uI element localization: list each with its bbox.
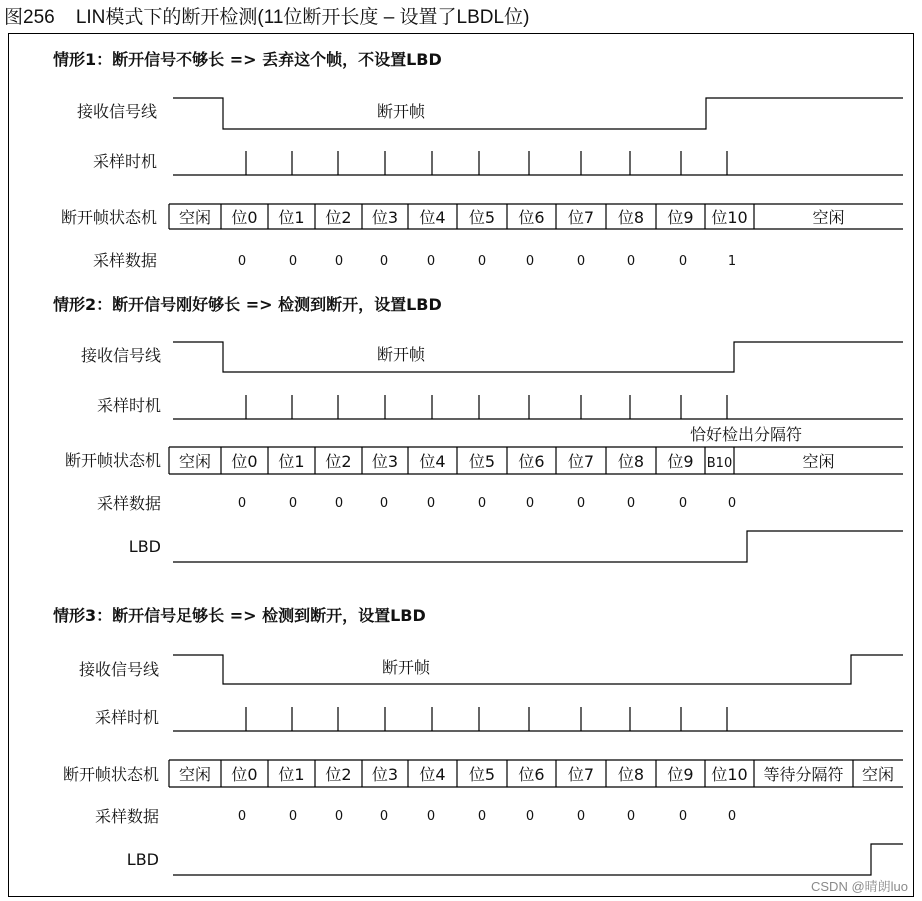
break-frame-label: 断开帧: [376, 102, 426, 121]
state-cell: 空闲: [812, 208, 845, 227]
sample-data-value: 0: [727, 809, 737, 824]
state-cell: 位10: [711, 208, 748, 227]
sample-data-value: 0: [727, 496, 737, 511]
sample-data-value: 0: [334, 254, 344, 269]
figure-title: 图256 LIN模式下的断开检测(11位断开长度 – 设置了LBDL位): [4, 7, 530, 28]
sample-data-value: 0: [288, 496, 298, 511]
sample-data-value: 0: [426, 254, 436, 269]
case-title: 情形3：断开信号足够长 => 检测到断开，设置LBD: [53, 606, 426, 625]
row-label-state-machine: 断开帧状态机: [60, 208, 157, 227]
row-label-state-machine: 断开帧状态机: [64, 451, 161, 470]
state-cell: 空闲: [802, 452, 835, 471]
state-cell: 位0: [231, 452, 258, 471]
row-label-lbd: LBD: [128, 537, 161, 556]
break-frame-label: 断开帧: [381, 658, 431, 677]
state-cell: 位9: [667, 765, 694, 784]
state-cell: 位4: [419, 452, 446, 471]
state-cell: 位3: [371, 208, 399, 227]
state-cell: B10: [706, 456, 733, 471]
rx-line-waveform: [173, 342, 903, 372]
sample-data-value: 1: [727, 254, 737, 269]
state-cell: 位9: [667, 208, 694, 227]
row-label-rx-line: 接收信号线: [78, 660, 159, 679]
state-cell: 位3: [371, 452, 399, 471]
sample-data-value: 0: [426, 809, 436, 824]
sample-data-value: 0: [288, 254, 298, 269]
state-cell: 等待分隔符: [763, 765, 844, 784]
sample-data-value: 0: [525, 254, 535, 269]
sample-data-value: 0: [477, 496, 487, 511]
sample-data-value: 0: [678, 496, 688, 511]
state-cell: 位5: [468, 452, 496, 471]
state-cell: 位2: [325, 765, 352, 784]
sample-data-value: 0: [477, 254, 487, 269]
state-cell: 位5: [468, 765, 496, 784]
sample-data-value: 0: [237, 809, 247, 824]
state-cell: 位1: [278, 452, 305, 471]
case-title: 情形2：断开信号刚好够长 => 检测到断开，设置LBD: [53, 295, 442, 314]
state-cell: 空闲: [861, 765, 895, 784]
row-label-sample-clock: 采样时机: [92, 152, 157, 171]
row-label-sample-data: 采样数据: [96, 494, 161, 513]
state-cell: 空闲: [178, 208, 212, 227]
state-cell: 位3: [371, 765, 399, 784]
sample-data-value: 0: [477, 809, 487, 824]
state-cell: 位7: [567, 208, 595, 227]
state-cell: 位7: [567, 765, 595, 784]
row-label-sample-clock: 采样时机: [94, 708, 159, 727]
row-label-sample-data: 采样数据: [94, 807, 159, 826]
row-label-lbd: LBD: [126, 850, 159, 869]
row-label-state-machine: 断开帧状态机: [62, 765, 159, 784]
diagram-frame: [8, 33, 914, 897]
state-cell: 位2: [325, 452, 352, 471]
rx-line-waveform: [173, 655, 903, 684]
sample-data-value: 0: [626, 809, 636, 824]
state-cell: 位10: [711, 765, 748, 784]
sample-data-value: 0: [288, 809, 298, 824]
state-cell: 位5: [468, 208, 496, 227]
state-cell: 位4: [419, 208, 446, 227]
state-cell: 位9: [667, 452, 694, 471]
state-cell: 空闲: [178, 452, 212, 471]
state-cell: 位1: [278, 765, 305, 784]
case-title: 情形1：断开信号不够长 => 丢弃这个帧，不设置LBD: [53, 50, 442, 69]
state-cell: 位2: [325, 208, 352, 227]
row-label-sample-data: 采样数据: [92, 251, 157, 270]
sample-data-value: 0: [626, 254, 636, 269]
sample-data-value: 0: [379, 496, 389, 511]
sample-data-value: 0: [237, 254, 247, 269]
state-cell: 位8: [617, 765, 645, 784]
state-cell: 位6: [518, 765, 545, 784]
sample-data-value: 0: [334, 809, 344, 824]
row-label-rx-line: 接收信号线: [80, 346, 161, 365]
sample-data-value: 0: [525, 496, 535, 511]
state-cell: 位6: [518, 208, 545, 227]
state-cell: 位8: [617, 452, 645, 471]
sample-data-value: 0: [576, 496, 586, 511]
sample-data-value: 0: [576, 809, 586, 824]
state-cell: 位7: [567, 452, 595, 471]
sample-data-value: 0: [379, 254, 389, 269]
lbd-waveform: [173, 531, 903, 562]
state-cell: 空闲: [178, 765, 212, 784]
state-cell: 位4: [419, 765, 446, 784]
row-label-sample-clock: 采样时机: [96, 396, 161, 415]
state-cell: 位1: [278, 208, 305, 227]
break-frame-label: 断开帧: [376, 345, 426, 364]
sample-data-value: 0: [678, 254, 688, 269]
state-cell: 位0: [231, 765, 258, 784]
state-cell: 位0: [231, 208, 258, 227]
watermark: CSDN @晴朗luo: [811, 879, 908, 894]
delimiter-detected-note: 恰好检出分隔符: [689, 425, 803, 444]
sample-data-value: 0: [626, 496, 636, 511]
rx-line-waveform: [173, 98, 903, 129]
row-label-rx-line: 接收信号线: [76, 102, 157, 121]
lbd-waveform: [173, 844, 903, 875]
sample-data-value: 0: [576, 254, 586, 269]
sample-data-value: 0: [334, 496, 344, 511]
sample-data-value: 0: [426, 496, 436, 511]
sample-data-value: 0: [379, 809, 389, 824]
timing-diagram: [9, 34, 915, 898]
state-cell: 位8: [617, 208, 645, 227]
sample-data-value: 0: [678, 809, 688, 824]
sample-data-value: 0: [237, 496, 247, 511]
state-cell: 位6: [518, 452, 545, 471]
sample-data-value: 0: [525, 809, 535, 824]
